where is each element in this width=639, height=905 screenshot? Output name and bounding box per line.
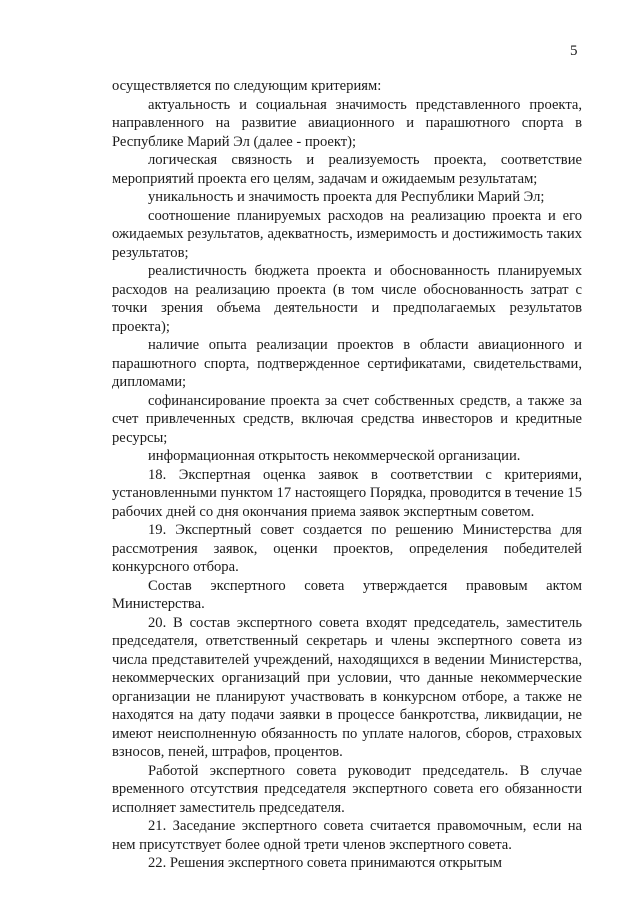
clause-18: 18. Экспертная оценка заявок в соответствии с критериями, установленными пунктом 17 настоящего Порядка, проводится в течение 15 рабочих дней со дня окончания приема заявок экспертным советом. [112, 466, 582, 520]
criterion-cost-ratio: соотношение планируемых расходов на реализацию проекта и его ожидаемых результатов, адекватность, измеримость и достижимость таких результатов; [112, 207, 582, 261]
criterion-coherence: логическая связность и реализуемость проекта, соответствие мероприятий проекта его целям, задачам и ожидаемым результатам; [112, 152, 582, 187]
page-number: 5 [570, 43, 578, 59]
criterion-cofinancing: софинансирование проекта за счет собственных средств, а также за счет привлеченных средств, включая средства инвесторов и кредитные ресурсы; [112, 392, 582, 446]
criterion-experience: наличие опыта реализации проектов в области авиационного и парашютного спорта, подтвержденное сертификатами, свидетельствами, дипломами; [112, 337, 582, 390]
clause-22: 22. Решения экспертного совета принимаются открытым [148, 855, 502, 871]
clause-20-chair: Работой экспертного совета руководит председатель. В случае временного отсутствия председателя экспертного совета его обязанности исполняет заместитель председателя. [112, 762, 582, 816]
criterion-budget-realism: реалистичность бюджета проекта и обоснованность планируемых расходов на реализацию проекта (в том числе обоснованность затрат с точки зрения объема деятельности и предполагаемых результатов проекта); [112, 263, 582, 335]
criterion-uniqueness: уникальность и значимость проекта для Республики Марий Эл; [148, 189, 545, 205]
clause-19-composition: Состав экспертного совета утверждается правовым актом Министерства. [112, 577, 582, 612]
paragraph-intro: осуществляется по следующим критериям: [112, 78, 382, 94]
criterion-openness: информационная открытость некоммерческой организации. [148, 448, 521, 464]
criterion-relevance: актуальность и социальная значимость представленного проекта, направленного на развитие авиационного и парашютного спорта в Республике Марий Эл (далее - проект); [112, 96, 582, 150]
document-body [112, 77, 582, 873]
clause-20: 20. В состав экспертного совета входят председатель, заместитель председателя, ответственный секретарь и члены экспертного совета из числа представителей учреждений, находящихся в ведении Министерства, некоммерческих организаций при условии, что данные некоммерческие организации не планируют участвовать в конкурсном отборе, а также не находятся на дату подачи заявки в процессе банкротства, ликвидации, не имеют неисполненную обязанность по уплате налогов, сборов, страховых взносов, пеней, штрафов, процентов. [112, 614, 582, 760]
clause-19: 19. Экспертный совет создается по решению Министерства для рассмотрения заявок, оценки проектов, определения победителей конкурсного отбора. [112, 522, 582, 575]
clause-21: 21. Заседание экспертного совета считается правомочным, если на нем присутствует более одной трети членов экспертного совета. [112, 818, 582, 853]
